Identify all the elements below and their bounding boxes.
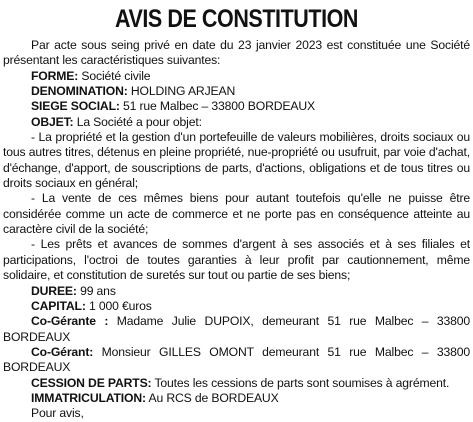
cogerant-line — [3, 345, 470, 376]
notice-title: AVIS DE CONSTITUTION — [114, 5, 359, 33]
duree-label: DUREE: — [31, 283, 77, 298]
siege-line — [3, 99, 470, 114]
forme-value: Société civile — [78, 68, 151, 83]
denomination-label: DENOMINATION: — [31, 84, 128, 99]
immatriculation-label: IMMATRICULATION: — [31, 390, 146, 405]
siege-label: SIEGE SOCIAL: — [31, 99, 120, 114]
capital-line — [3, 299, 470, 314]
cogerante-label: Co-Gérante : — [31, 314, 109, 329]
closing-line: Pour avis, — [31, 406, 84, 421]
objet-value: La Société a pour objet: — [73, 114, 202, 129]
capital-label: CAPITAL: — [31, 298, 86, 313]
cession-label: CESSION DE PARTS: — [31, 375, 152, 390]
cogerant-label: Co-Gérant: — [31, 344, 94, 359]
objet-label: OBJET: — [31, 114, 74, 129]
forme-label: FORME: — [31, 68, 79, 83]
objet-item: - Les prêts et avances de sommes d'argent à ses associés et à ses filiales et participations, l'octroi de toutes garanties à leur profit par cautionnement, même solidaire, et constitution de suretés sur tout ou partie de ses biens; — [3, 237, 470, 283]
cession-line — [3, 376, 470, 391]
capital-value: 1 000 €uros — [85, 298, 152, 313]
intro-paragraph: Par acte sous seing privé en date du 23 janvier 2023 est constituée une Société présentant les caractéristiques suivantes: — [3, 38, 470, 68]
duree-line — [3, 284, 470, 299]
cession-value: Toutes les cessions de parts sont soumises à agrément. — [151, 375, 450, 390]
objet-item: - La propriété et la gestion d'un portefeuille de valeurs mobilières, droits sociaux ou tous autres titres, détenus en pleine propriété, nue-propriété ou usufruit, par voie d'achat, d'échange, d'apport, de souscriptions de parts, d'actions, obligations et de tous titres ou droits sociaux en général; — [3, 130, 470, 191]
immatriculation-line — [3, 391, 470, 406]
cogerante-line — [3, 314, 470, 345]
denomination-value: HOLDING ARJEAN — [127, 84, 236, 99]
denomination-line — [3, 84, 470, 99]
forme-line — [3, 69, 470, 84]
cogerante-value: Madame Julie DUPOIX, demeurant 51 rue Malbec – 33800 BORDEAUX — [3, 314, 471, 344]
siege-value: 51 rue Malbec – 33800 BORDEAUX — [119, 99, 315, 114]
objet-item: - La vente de ces mêmes biens pour autant toutefois qu'elle ne puisse être considérée comme un acte de commerce et ne porte pas en conséquence atteinte au caractère civil de la société; — [3, 191, 470, 237]
immatriculation-value: Au RCS de BORDEAUX — [145, 390, 279, 405]
cogerant-value: Monsieur GILLES OMONT demeurant 51 rue Malbec – 33800 BORDEAUX — [3, 344, 470, 375]
duree-value: 99 ans — [76, 283, 116, 298]
objet-line — [3, 115, 470, 130]
notice-body — [3, 38, 470, 422]
